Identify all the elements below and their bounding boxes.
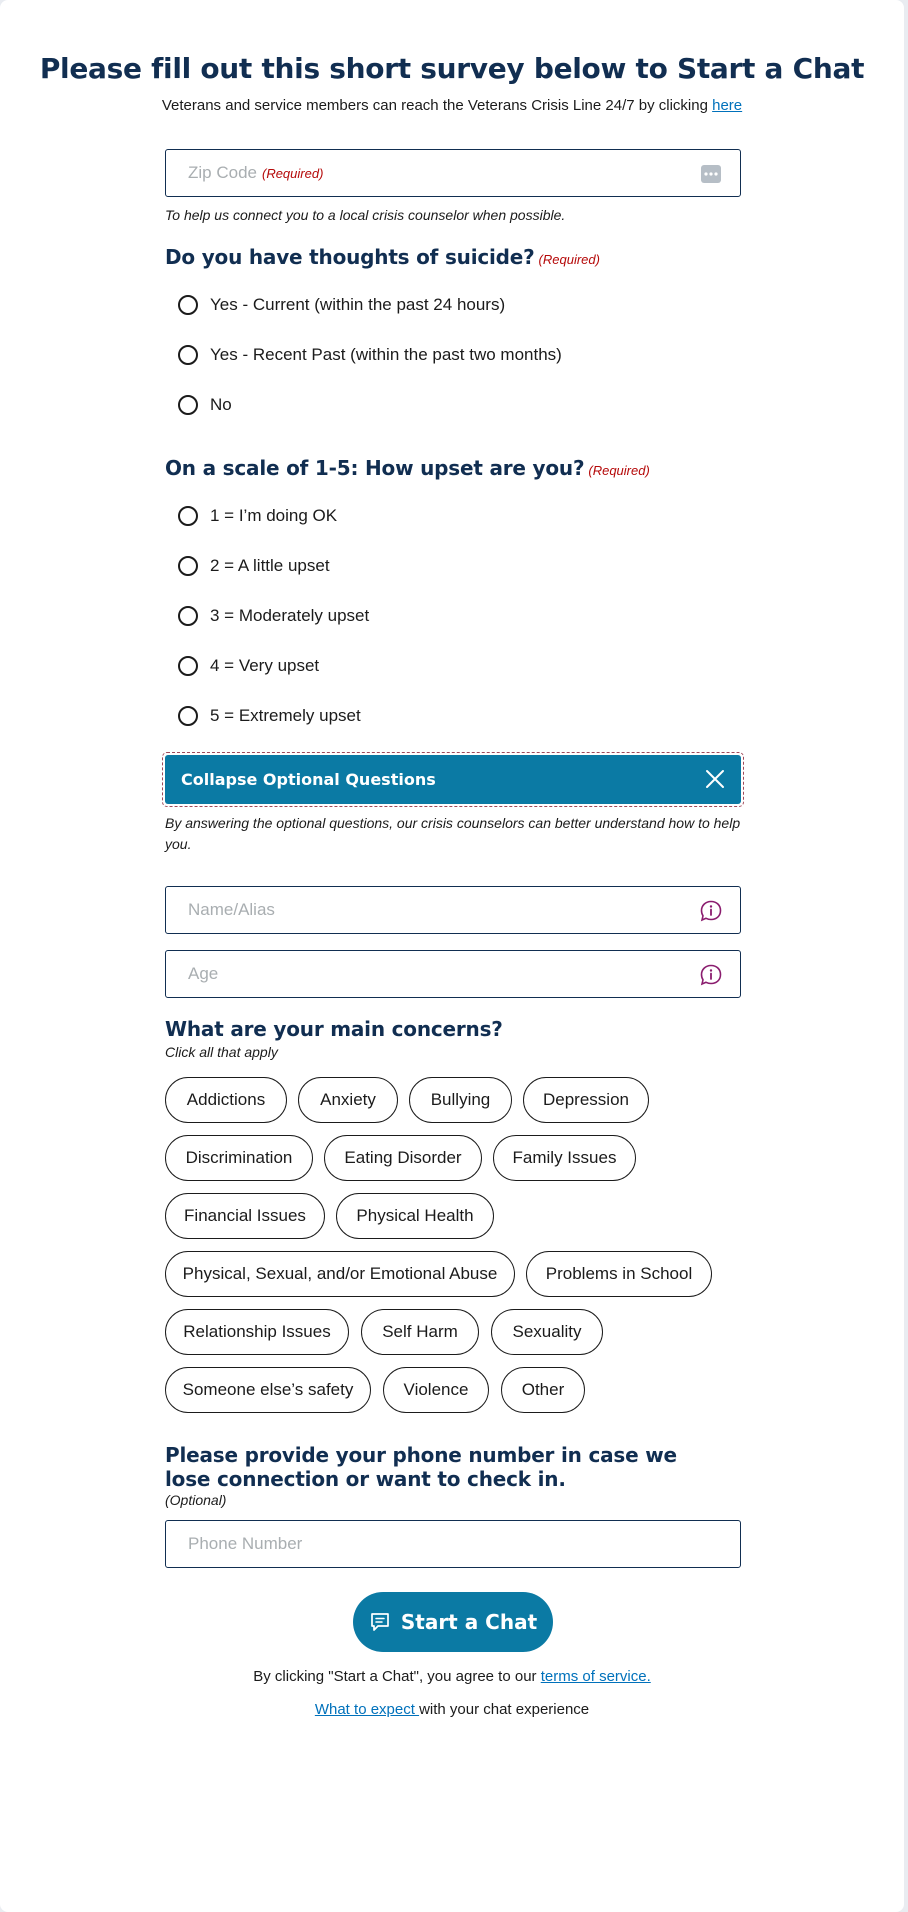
what-to-expect-link[interactable]: What to expect — [314, 1701, 420, 1718]
chip-depression[interactable]: Depression — [523, 1077, 649, 1123]
radio-circle[interactable] — [178, 506, 198, 526]
chip-anxiety[interactable]: Anxiety — [298, 1077, 398, 1123]
radio-label: Yes - Recent Past (within the past two months) — [210, 345, 562, 364]
subtitle-text: Veterans and service members can reach the Veterans Crisis Line 24/7 by clicking — [161, 97, 713, 114]
radio-suicide-no[interactable] — [178, 395, 232, 415]
radio-suicide-yes-current[interactable] — [178, 295, 505, 315]
chip-physical-health[interactable]: Physical Health — [336, 1193, 494, 1239]
chip-financial-issues[interactable]: Financial Issues — [165, 1193, 325, 1239]
what-to-expect — [0, 1701, 904, 1718]
zip-helper-text: To help us connect you to a local crisis counselor when possible. — [165, 207, 566, 223]
radio-upset-4[interactable] — [178, 656, 319, 676]
radio-circle[interactable] — [178, 295, 198, 315]
chip-other[interactable]: Other — [501, 1367, 585, 1413]
phone-question: Please provide your phone number in case we lose connection or want to check in. — [165, 1443, 677, 1491]
start-chat-button[interactable] — [353, 1592, 553, 1652]
radio-circle[interactable] — [178, 556, 198, 576]
radio-circle[interactable] — [178, 656, 198, 676]
chip-violence[interactable]: Violence — [383, 1367, 489, 1413]
chip-problems-in-school[interactable]: Problems in School — [526, 1251, 712, 1297]
radio-suicide-yes-recent[interactable] — [178, 345, 562, 365]
radio-circle[interactable] — [178, 395, 198, 415]
radio-label: 1 = I’m doing OK — [210, 506, 338, 525]
radio-upset-1[interactable] — [178, 506, 337, 526]
name-alias-placeholder: Name/Alias — [188, 900, 275, 919]
radio-label: 3 = Moderately upset — [210, 606, 370, 625]
chip-discrimination[interactable]: Discrimination — [165, 1135, 313, 1181]
suicide-question — [165, 245, 600, 269]
radio-label: No — [210, 395, 232, 414]
close-icon[interactable] — [705, 769, 725, 789]
info-icon[interactable] — [700, 964, 722, 986]
radio-upset-5[interactable] — [178, 706, 361, 726]
crisis-line-link[interactable]: here — [712, 97, 743, 114]
zip-code-field[interactable] — [165, 149, 741, 197]
chip-addictions[interactable]: Addictions — [165, 1077, 287, 1123]
radio-upset-3[interactable] — [178, 606, 369, 626]
terms-agreement — [0, 1668, 904, 1685]
page-title: Please fill out this short survey below to Start a Chat — [39, 52, 865, 85]
phone-optional-label: (Optional) — [165, 1492, 227, 1508]
more-options-icon[interactable] — [700, 163, 722, 185]
chip-relationship-issues[interactable]: Relationship Issues — [165, 1309, 349, 1355]
page-subtitle — [0, 97, 904, 114]
radio-circle[interactable] — [178, 606, 198, 626]
zip-code-placeholder: Zip Code — [188, 163, 257, 182]
radio-circle[interactable] — [178, 706, 198, 726]
suicide-question-text: Do you have thoughts of suicide? — [165, 245, 535, 269]
collapse-optional-button[interactable] — [165, 755, 741, 804]
radio-label: 4 = Very upset — [210, 656, 320, 675]
chip-sexuality[interactable]: Sexuality — [491, 1309, 603, 1355]
chip-abuse[interactable]: Physical, Sexual, and/or Emotional Abuse — [165, 1251, 515, 1297]
age-placeholder: Age — [188, 964, 219, 983]
collapse-optional-label: Collapse Optional Questions — [181, 770, 436, 789]
zip-required-label: (Required) — [261, 165, 324, 181]
chip-bullying[interactable]: Bullying — [409, 1077, 512, 1123]
radio-label: 2 = A little upset — [210, 556, 330, 575]
terms-of-service-link[interactable]: terms of service. — [540, 1668, 651, 1685]
suicide-required-label: (Required) — [538, 252, 600, 267]
chip-family-issues[interactable]: Family Issues — [493, 1135, 636, 1181]
name-alias-field[interactable] — [165, 886, 741, 934]
phone-number-placeholder: Phone Number — [188, 1534, 303, 1553]
chat-icon — [369, 1611, 391, 1633]
upset-required-label: (Required) — [588, 463, 650, 478]
expect-text: with your chat experience — [419, 1701, 590, 1718]
start-chat-label: Start a Chat — [400, 1610, 538, 1634]
upset-question — [165, 456, 650, 480]
concerns-question: What are your main concerns? — [165, 1017, 503, 1041]
radio-circle[interactable] — [178, 345, 198, 365]
radio-label: 5 = Extremely upset — [210, 706, 361, 725]
age-field[interactable] — [165, 950, 741, 998]
radio-upset-2[interactable] — [178, 556, 330, 576]
agree-text: By clicking "Start a Chat", you agree to our — [253, 1668, 541, 1685]
chip-eating-disorder[interactable]: Eating Disorder — [324, 1135, 482, 1181]
concerns-helper-text: Click all that apply — [165, 1044, 278, 1060]
phone-number-field[interactable] — [165, 1520, 741, 1568]
info-icon[interactable] — [700, 900, 722, 922]
chip-someone-elses-safety[interactable]: Someone else’s safety — [165, 1367, 371, 1413]
radio-label: Yes - Current (within the past 24 hours) — [210, 295, 506, 314]
optional-helper-text: By answering the optional questions, our crisis counselors can better understand how to help you. — [165, 815, 741, 852]
chip-self-harm[interactable]: Self Harm — [361, 1309, 479, 1355]
upset-question-text: On a scale of 1-5: How upset are you? — [165, 456, 585, 480]
